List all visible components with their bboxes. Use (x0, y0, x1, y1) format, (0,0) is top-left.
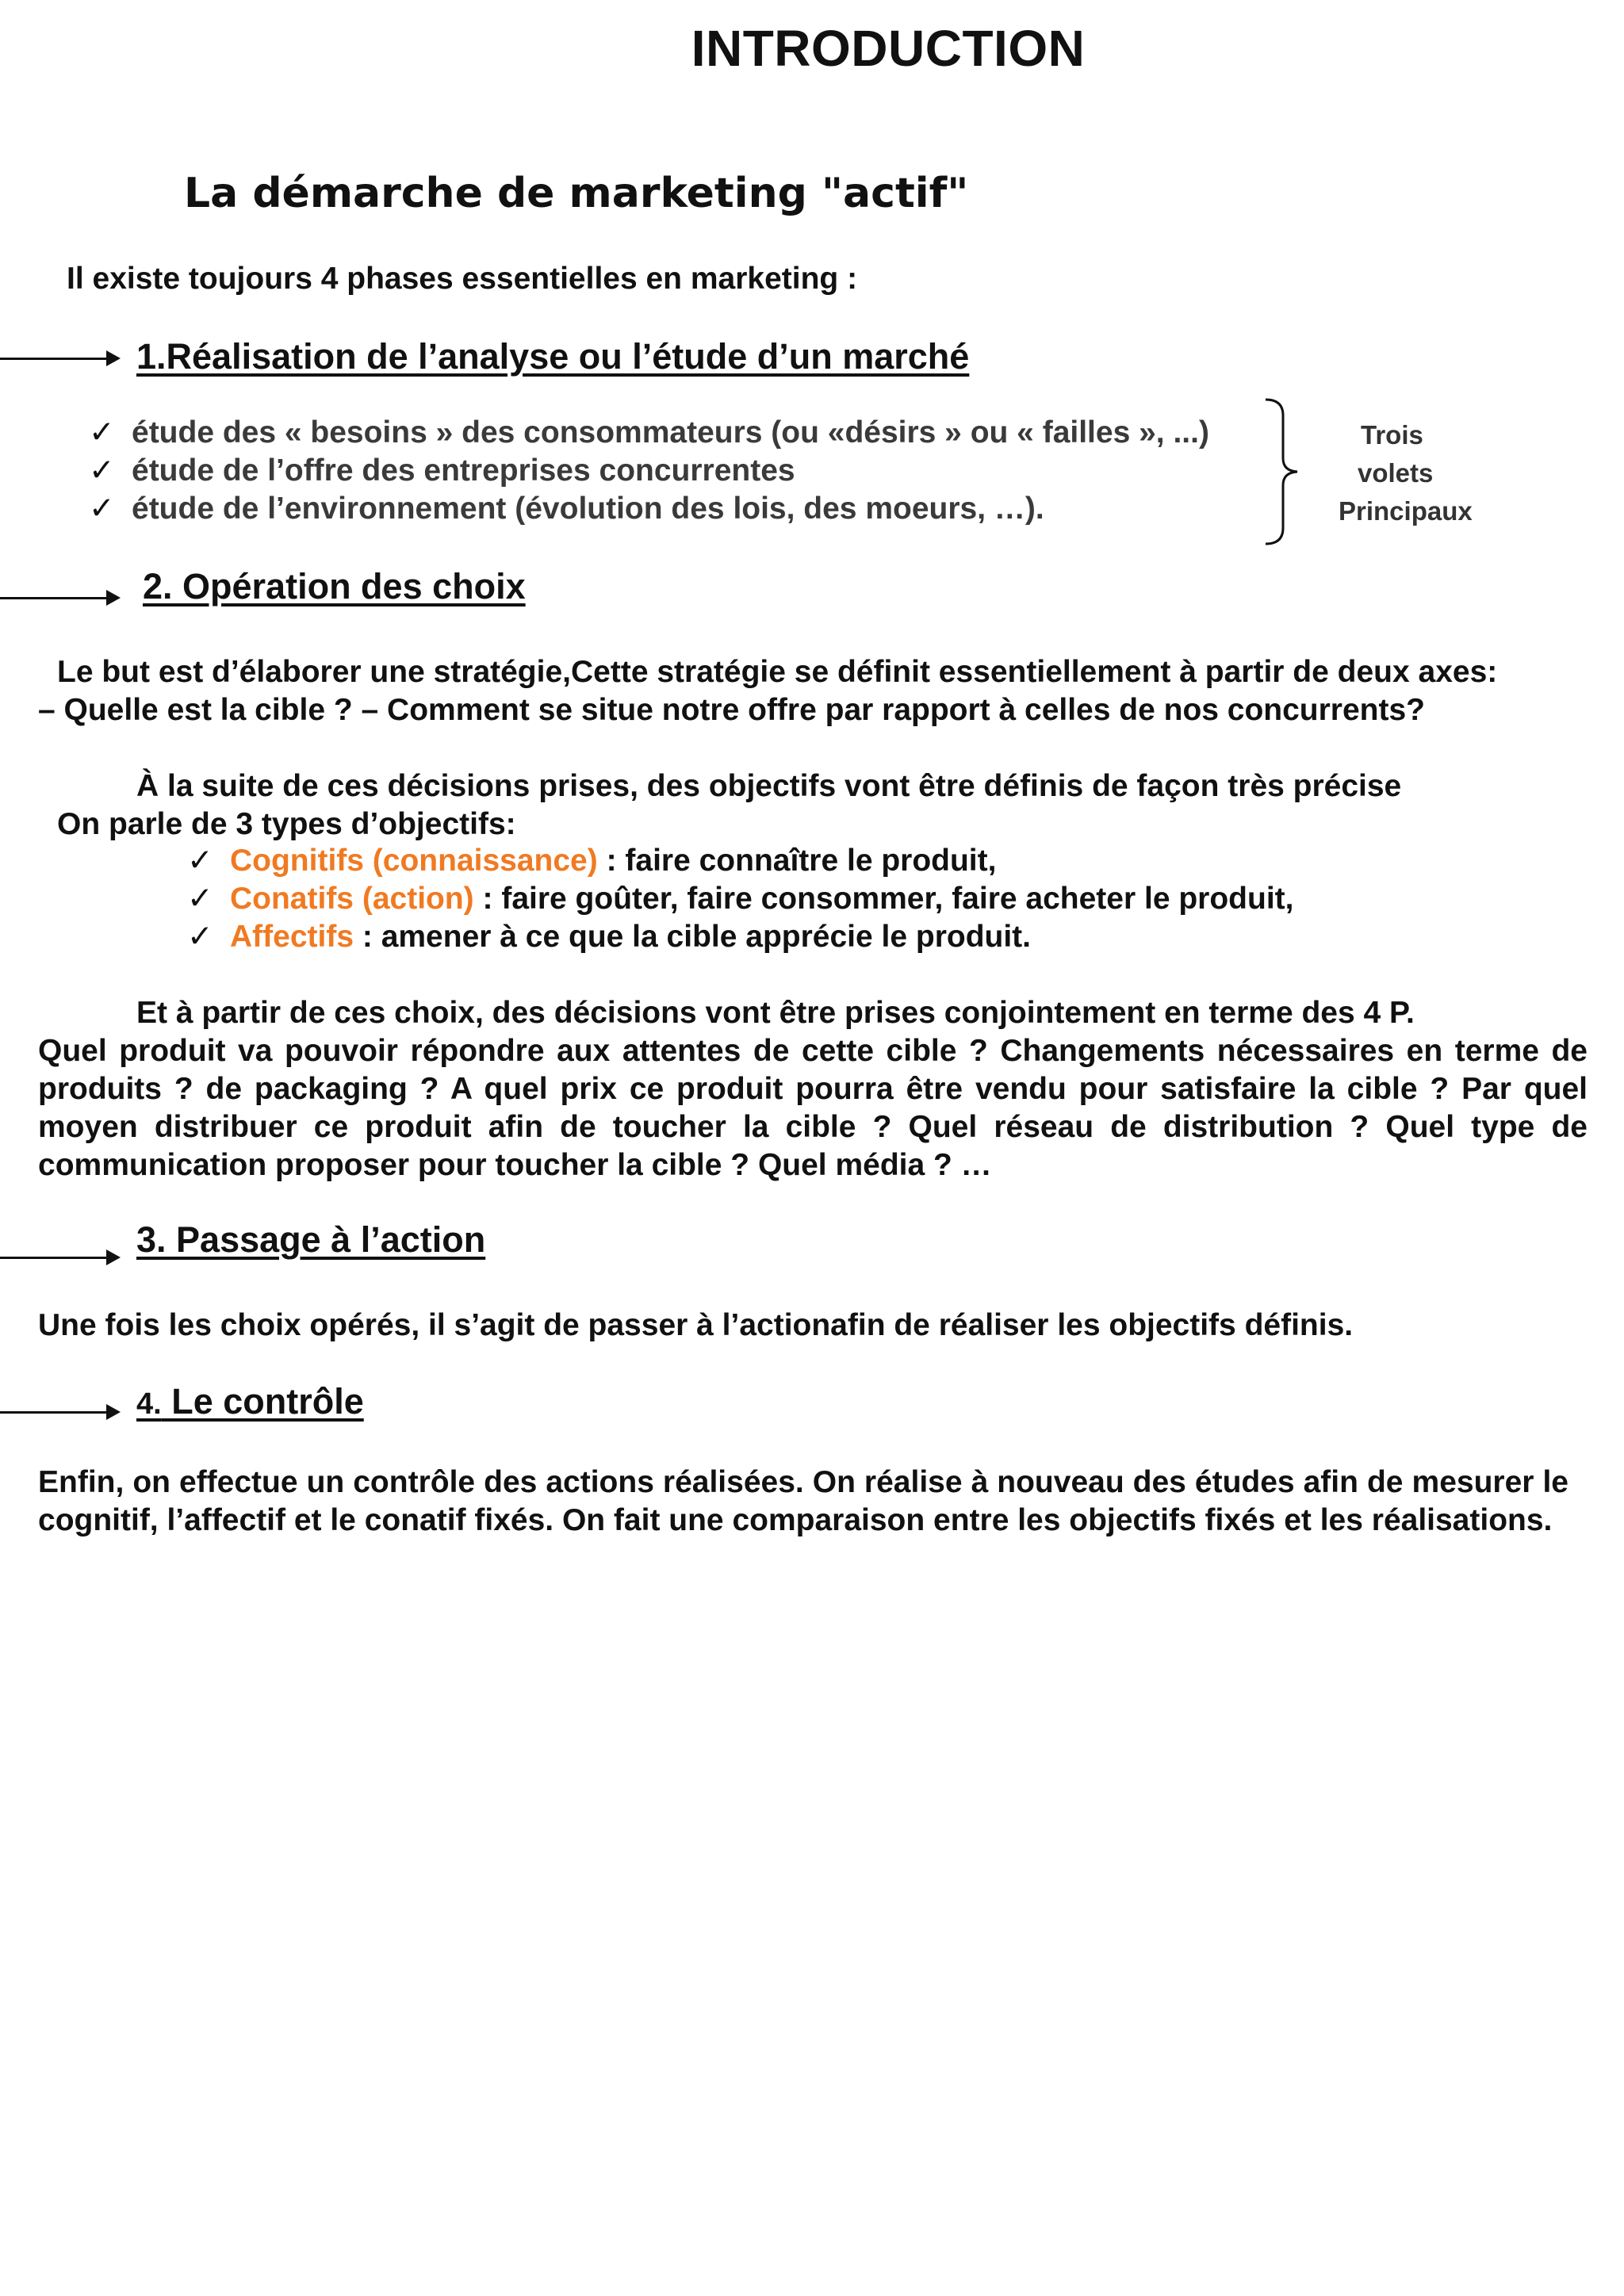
brace-label-line: volets (1358, 458, 1434, 488)
check-icon: ✓ (89, 453, 115, 488)
paragraph: Une fois les choix opérés, il s’agit de passer à l’actionafin de réaliser les objectifs définis. (38, 1308, 1354, 1342)
paragraph-line: On parle de 3 types d’objectifs: (57, 807, 516, 841)
check-icon: ✓ (187, 882, 213, 916)
arrow-icon (0, 597, 116, 599)
brace-icon (1262, 396, 1300, 547)
paragraph: Quel produit va pouvoir répondre aux attentes de cette cible ? Changements nécessaires en terme de produits ? de packaging ? A quel prix ce produit pourra être vendu pour satisfaire la cible ? Par quel moyen distribuer ce produit afin de toucher la cible ? Quel réseau de distribution ? Quel type de communication proposer pour toucher la cible ? Quel média ? … (38, 1034, 1588, 1182)
check-icon: ✓ (187, 920, 213, 954)
arrow-icon (0, 358, 116, 360)
phase-2-heading: 2. Opération des choix (143, 566, 526, 607)
section-subtitle: La démarche de marketing "actif" (184, 170, 969, 217)
paragraph-line: À la suite de ces décisions prises, des objectifs vont être définis de façon très précise (136, 769, 1402, 803)
arrow-icon (0, 1257, 116, 1259)
phase-3-heading: 3. Passage à l’action (136, 1219, 486, 1260)
bullet-item: ✓ étude de l’environnement (évolution des lois, des moeurs, …). (89, 490, 1044, 528)
check-icon: ✓ (89, 492, 115, 526)
bullet-item: ✓ étude de l’offre des entreprises concurrentes (89, 452, 795, 490)
page-title: INTRODUCTION (691, 20, 1086, 77)
brace-label-line: Principaux (1339, 496, 1473, 526)
check-icon: ✓ (89, 415, 115, 450)
objective-item: ✓ Affectifs : amener à ce que la cible apprécie le produit. (187, 918, 1031, 956)
intro-text: Il existe toujours 4 phases essentielles en marketing : (67, 262, 858, 296)
paragraph-line: Le but est d’élaborer une stratégie,Cette stratégie se définit essentiellement à partir de deux axes: (57, 655, 1498, 689)
phase-4-heading: 4. Le contrôle (136, 1381, 364, 1422)
objective-item: ✓ Cognitifs (connaissance) : faire connaître le produit, (187, 842, 996, 880)
check-icon: ✓ (187, 844, 213, 878)
bullet-item: ✓ étude des « besoins » des consommateurs (ou «désirs » ou « failles », ...) (89, 414, 1209, 452)
paragraph: Enfin, on effectue un contrôle des actions réalisées. On réalise à nouveau des études afin de mesurer le cognitif, l’affectif et le conatif fixés. On fait une comparaison entre les objectifs fixés et les réalisations. (38, 1465, 1568, 1537)
objective-item: ✓ Conatifs (action) : faire goûter, faire consommer, faire acheter le produit, (187, 880, 1293, 918)
phase-1-heading: 1.Réalisation de l’analyse ou l’étude d’un marché (136, 336, 970, 377)
brace-label-line: Trois (1361, 420, 1423, 450)
paragraph-line: – Quelle est la cible ? – Comment se situe notre offre par rapport à celles de nos concurrents? (38, 693, 1426, 727)
paragraph-line: Et à partir de ces choix, des décisions vont être prises conjointement en terme des 4 P. (136, 996, 1415, 1030)
arrow-icon (0, 1411, 116, 1414)
